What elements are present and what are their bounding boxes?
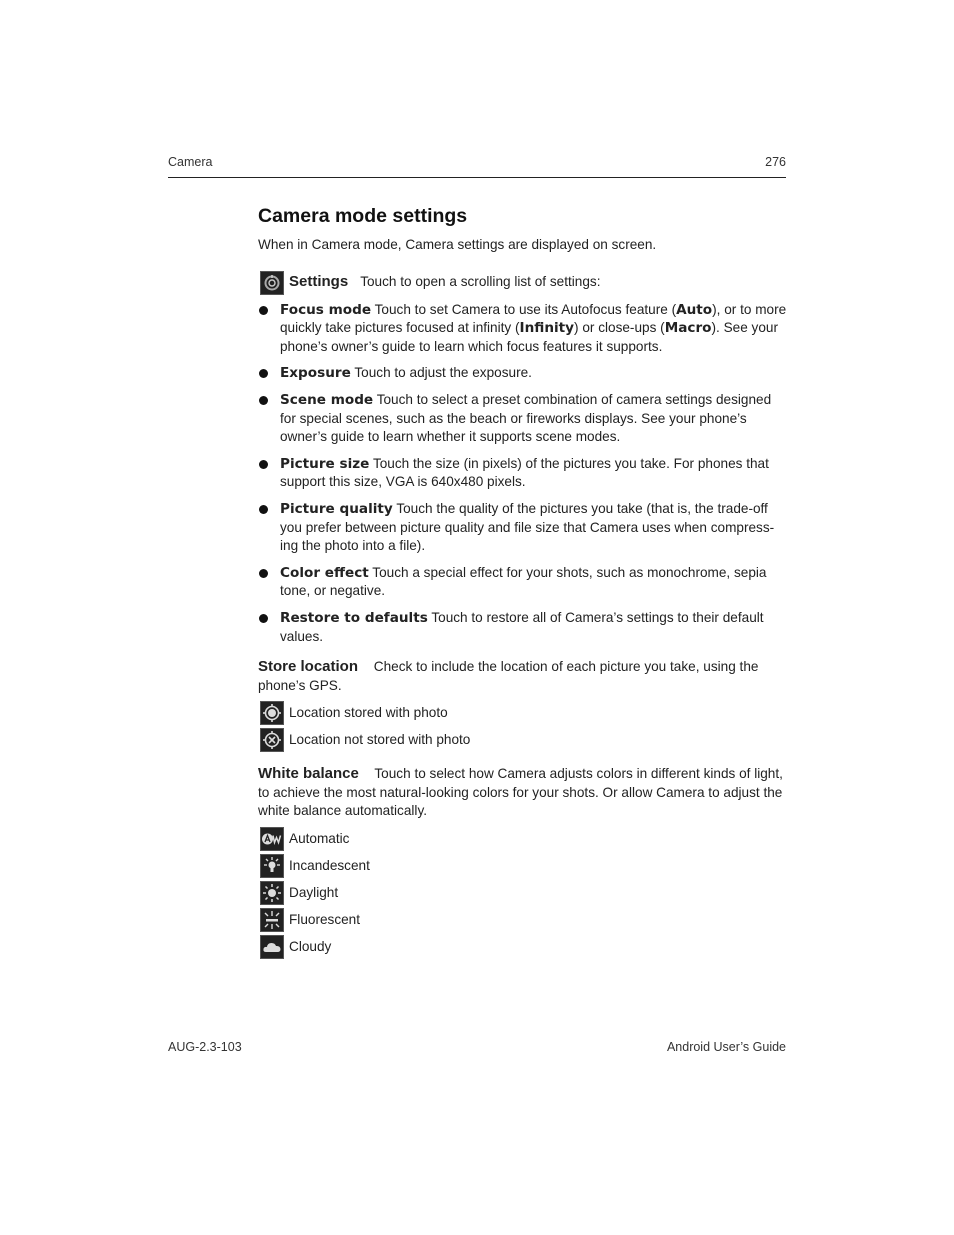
header-section-name: Camera <box>168 155 213 169</box>
item-text: Touch to adjust the exposure. <box>354 365 532 381</box>
fluorescent-label: Fluorescent <box>289 911 361 927</box>
item-term: Picture quality <box>280 500 393 517</box>
auto-wb-label: Automatic <box>289 830 350 846</box>
incandescent-icon <box>260 854 284 878</box>
list-item-picture-quality <box>258 500 788 556</box>
focus-option-macro: Macro <box>664 320 712 337</box>
incandescent-label: Incandescent <box>289 857 370 873</box>
list-item-exposure <box>258 364 788 383</box>
item-text: ), or to more quickly take pictures focused at infinity ( <box>280 301 787 336</box>
location-on-icon <box>260 701 284 725</box>
list-item <box>258 700 788 726</box>
list-item <box>258 907 788 933</box>
list-item <box>258 727 788 753</box>
list-item <box>258 934 788 960</box>
list-item <box>258 826 788 852</box>
location-off-icon <box>260 728 284 752</box>
item-term: Focus mode <box>280 301 372 318</box>
settings-description: Touch to open a scrolling list of settings: <box>360 274 601 290</box>
store-location-options <box>258 700 788 753</box>
white-balance-options <box>258 826 788 960</box>
list-item <box>258 880 788 906</box>
daylight-icon <box>260 881 284 905</box>
white-balance-description: Touch to select how Camera adjusts colors in different kinds of light, to achieve the most natural-looking colors for your shots. Or allow Camera to adjust the white balance automatically. <box>258 766 783 819</box>
header-page-number: 276 <box>765 155 786 169</box>
item-term: Scene mode <box>280 391 374 408</box>
page-title: Camera mode settings <box>258 205 468 227</box>
list-item-picture-size <box>258 455 788 492</box>
store-location-label: Store location <box>258 658 359 676</box>
item-term: Picture size <box>280 455 370 472</box>
store-location-section <box>258 658 788 695</box>
cloudy-icon <box>260 935 284 959</box>
item-text: Touch the size (in pixels) of the pictures you take. For phones that support this size, VGA is 640x480 pixels. <box>280 455 769 490</box>
list-item-restore-defaults <box>258 609 788 646</box>
settings-label: Settings <box>289 273 349 291</box>
daylight-label: Daylight <box>289 884 339 900</box>
settings-list <box>258 301 788 647</box>
location-on-label: Location stored with photo <box>289 704 448 720</box>
item-text: Touch to restore all of Camera’s settings to their default values. <box>280 609 764 644</box>
item-term: Exposure <box>280 365 351 382</box>
white-balance-label: White balance <box>258 765 359 783</box>
page-header <box>168 155 786 178</box>
store-location-description: Check to include the location of each picture you take, using the phone’s GPS. <box>258 659 759 693</box>
item-text: Touch to select a preset combination of camera settings designed for special scenes, such as the beach or fireworks displays. See your phone’s owner’s guide to learn whether it supports scene modes. <box>280 391 772 445</box>
location-off-label: Location not stored with photo <box>289 731 471 747</box>
item-text: Touch to set Camera to use its Autofocus feature ( <box>374 301 677 317</box>
list-item-scene-mode <box>258 391 788 447</box>
list-item-focus-mode <box>258 301 788 357</box>
focus-option-infinity: Infinity <box>519 320 575 337</box>
settings-gear-icon <box>260 271 284 295</box>
item-text: Touch a special effect for your shots, such as monochrome, sepia tone, or negative. <box>280 564 767 599</box>
settings-row <box>258 271 788 295</box>
intro-text: When in Camera mode, Camera settings are displayed on screen. <box>258 237 657 252</box>
auto-wb-icon <box>260 827 284 851</box>
item-term: Restore to defaults <box>280 609 428 626</box>
item-text: ). See your phone’s owner’s guide to learn which focus features it supports. <box>280 320 778 354</box>
footer-doc-id: AUG-2.3-103 <box>168 1040 242 1054</box>
main-content <box>258 202 788 961</box>
item-text: ) or close-ups ( <box>574 320 665 336</box>
item-term: Color effect <box>280 564 369 581</box>
focus-option-auto: Auto <box>676 301 713 318</box>
fluorescent-icon <box>260 908 284 932</box>
list-item-color-effect <box>258 564 788 601</box>
cloudy-label: Cloudy <box>289 938 332 954</box>
list-item <box>258 853 788 879</box>
footer-guide-title: Android User’s Guide <box>666 1040 786 1054</box>
white-balance-section <box>258 765 788 821</box>
item-text: Touch the quality of the pictures you take (that is, the trade-off you prefer between picture quality and file size that Camera uses when compress-ing the photo into a file). <box>280 500 775 554</box>
